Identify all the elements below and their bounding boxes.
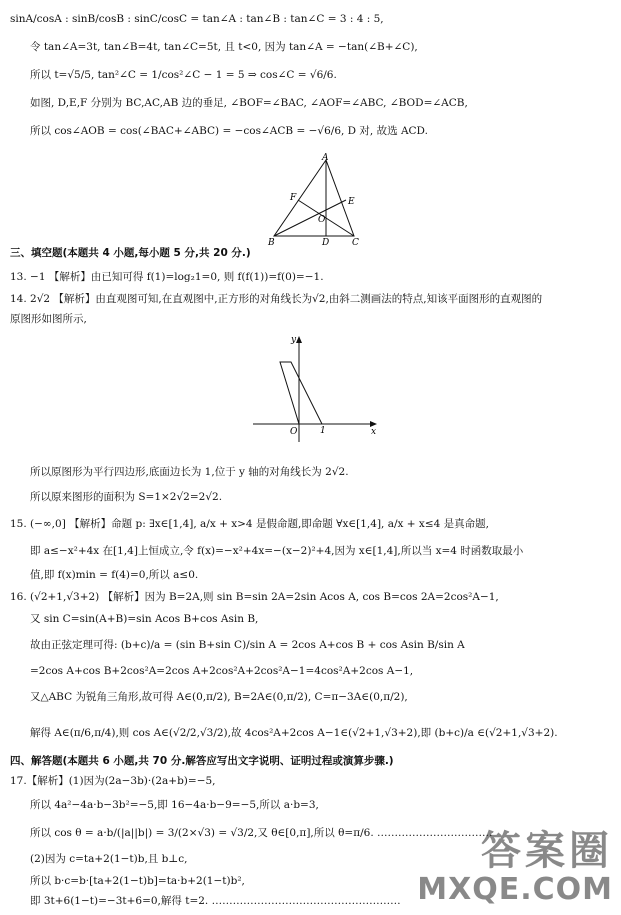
label-y: y bbox=[291, 335, 297, 345]
parallelogram-figure bbox=[245, 332, 385, 447]
label-E: E bbox=[348, 197, 355, 207]
section-4-title: 四、解答题(本题共 6 小题,共 70 分.解答应写出文字说明、证明过程或演算步骤.) bbox=[10, 755, 394, 767]
label-x: x bbox=[371, 427, 377, 437]
q16-line-4: =2cos A+cos B+2cos²A=2cos A+2cos²A+2cos²A−1=4cos²A+2cos A−1, bbox=[30, 665, 414, 677]
text-line-2: 令 tan∠A=3t, tan∠B=4t, tan∠C=5t, 且 t<0, 因为 tan∠A = −tan(∠B+∠C), bbox=[30, 41, 418, 53]
text-line-5: 所以 cos∠AOB = cos(∠BAC+∠ABC) = −cos∠ACB = −√6/6, D 对, 故选 ACD. bbox=[30, 125, 428, 137]
q14-line-2: 原图形如图所示, bbox=[10, 313, 87, 325]
text-line-4: 如图, D,E,F 分别为 BC,AC,AB 边的垂足, ∠BOF=∠BAC, ∠AOF=∠ABC, ∠BOD=∠ACB, bbox=[30, 97, 468, 109]
q15-line-2: 即 a≤−x²+4x 在[1,4]上恒成立,令 f(x)=−x²+4x=−(x−2)²+4,因为 x∈[1,4],所以当 x=4 时函数取最小 bbox=[30, 545, 524, 557]
watermark-en: MXQE.COM bbox=[417, 872, 613, 907]
q15-line-1: 15. (−∞,0] 【解析】命题 p: ∃x∈[1,4], a/x + x>4 是假命题,即命题 ∀x∈[1,4], a/x + x≤4 是真命题, bbox=[10, 518, 489, 530]
q16-line-1: 16. (√2+1,√3+2) 【解析】因为 B=2A,则 sin B=sin 2A=2sin Acos A, cos B=cos 2A=2cos²A−1, bbox=[10, 591, 499, 603]
q14-line-3: 所以原图形为平行四边形,底面边长为 1,位于 y 轴的对角线长为 2√2. bbox=[30, 466, 349, 478]
q16-line-2: 又 sin C=sin(A+B)=sin Acos B+cos Asin B, bbox=[30, 613, 259, 625]
label-D: D bbox=[322, 238, 330, 247]
q17-line-4: (2)因为 c=ta+2(1−t)b,且 b⊥c, bbox=[30, 853, 188, 865]
q14-line-4: 所以原来图形的面积为 S=1×2√2=2√2. bbox=[30, 491, 223, 503]
label-B: B bbox=[268, 238, 275, 247]
q14-line-1: 14. 2√2 【解析】由直观图可知,在直观图中,正方形的对角线长为√2,由斜二测画法的特点,知该平面图形的直观图的 bbox=[10, 293, 543, 305]
q17-line-1: 17.【解析】(1)因为(2a−3b)·(2a+b)=−5, bbox=[10, 775, 216, 787]
text-line-3: 所以 t=√5/5, tan²∠C = 1/cos²∠C − 1 = 5 ⇒ cos∠C = √6/6. bbox=[30, 69, 337, 81]
q16-line-6: 解得 A∈(π/6,π/4),则 cos A∈(√2/2,√3/2),故 4cos²A+2cos A−1∈(√2+1,√3+2),即 (b+c)/a ∈(√2+1,√3+2). bbox=[30, 727, 558, 739]
q17-line-2: 所以 4a²−4a·b−3b²=−5,即 16−4a·b−9=−5,所以 a·b=3, bbox=[30, 799, 319, 811]
q17-line-5: 所以 b·c=b·[ta+2(1−t)b]=ta·b+2(1−t)b², bbox=[30, 875, 245, 887]
label-C: C bbox=[352, 238, 359, 247]
q16-line-5: 又△ABC 为锐角三角形,故可得 A∈(0,π/2), B=2A∈(0,π/2), C=π−3A∈(0,π/2), bbox=[30, 691, 408, 703]
watermark-logo bbox=[417, 819, 613, 907]
q17-line-6: 即 3t+6(1−t)=−3t+6=0,解得 t=2. ……………………………………………… bbox=[30, 895, 401, 907]
label-one: 1 bbox=[320, 426, 326, 436]
text-line-1: sinA/cosA : sinB/cosB : sinC/cosC = tan∠A : tan∠B : tan∠C = 3 : 4 : 5, bbox=[10, 13, 384, 25]
q15-line-3: 值,即 f(x)min = f(4)=0,所以 a≤0. bbox=[30, 569, 199, 581]
label-O: O bbox=[318, 215, 326, 225]
label-F: F bbox=[290, 193, 297, 203]
q16-line-3: 故由正弦定理可得: (b+c)/a = (sin B+sin C)/sin A = 2cos A+cos B + cos Asin B/sin A bbox=[30, 639, 465, 651]
q13-line: 13. −1 【解析】由已知可得 f(1)=log₂1=0, 则 f(f(1))=f(0)=−1. bbox=[10, 271, 324, 283]
q17-line-3: 所以 cos θ = a·b/(|a||b|) = 3/(2×√3) = √3/2,又 θ∈[0,π],所以 θ=π/6. …………………………… bbox=[30, 827, 493, 839]
triangle-figure bbox=[260, 152, 370, 247]
watermark-cn: 答案圈 bbox=[481, 828, 613, 874]
label-A: A bbox=[322, 153, 329, 163]
label-origin: O bbox=[290, 427, 298, 437]
section-3-title: 三、填空题(本题共 4 小题,每小题 5 分,共 20 分.) bbox=[10, 247, 251, 259]
